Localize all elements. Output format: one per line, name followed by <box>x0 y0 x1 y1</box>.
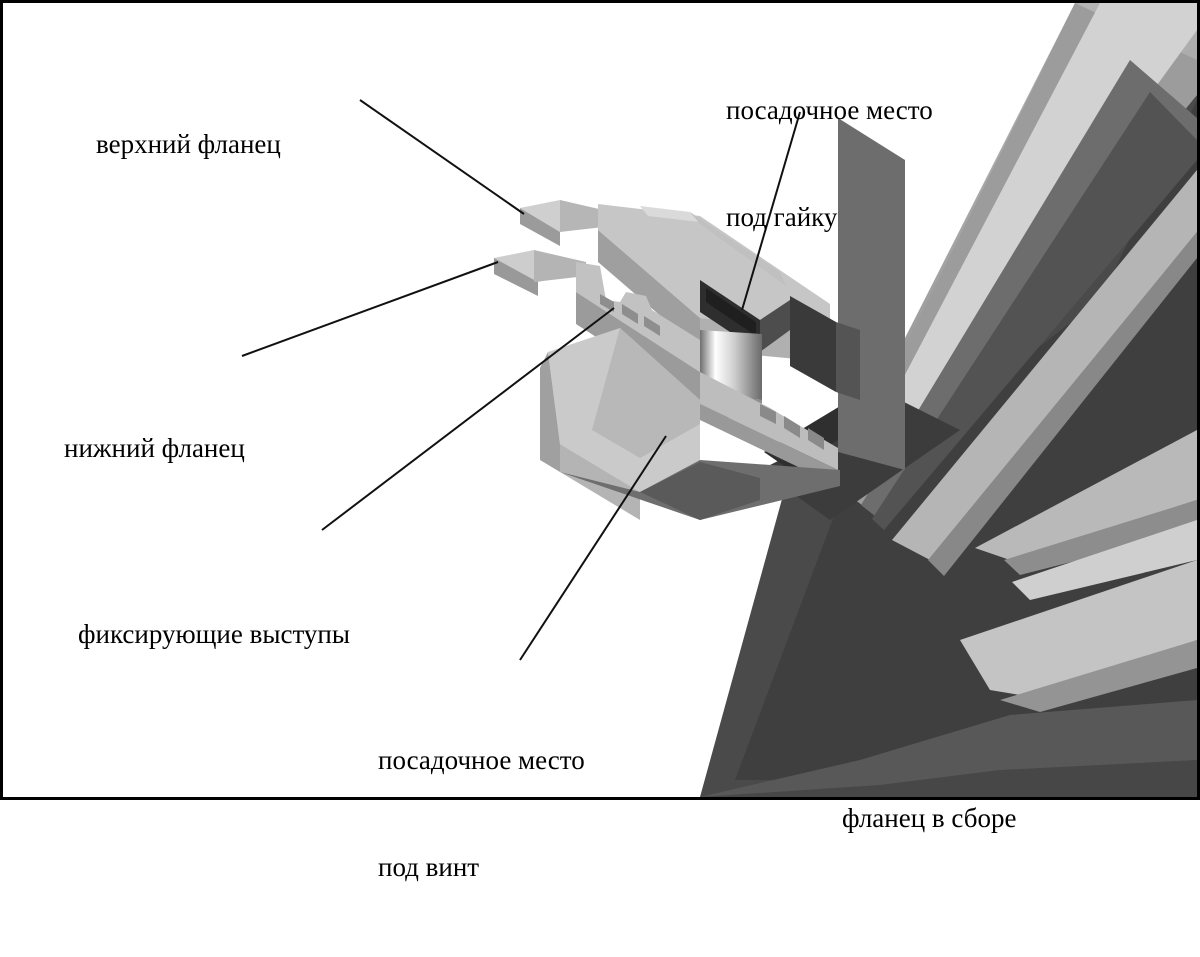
label-fixing-tabs <box>78 546 350 724</box>
label-nut-seat-line-2: под гайку <box>726 202 838 233</box>
label-lower-flange <box>64 360 245 538</box>
leader-lower-flange <box>242 262 498 356</box>
leader-upper-flange <box>360 100 524 214</box>
label-assembly <box>842 730 1016 908</box>
label-screw-seat-line-1: посадочное место <box>378 745 585 776</box>
label-screw-seat-line-2: под винт <box>378 852 480 883</box>
label-lower-flange-line-1: нижний фланец <box>64 433 245 464</box>
label-fixing-tabs-line-1: фиксирующие выступы <box>78 619 351 650</box>
label-screw-seat <box>378 672 585 957</box>
label-upper-flange-line-1: верхний фланец <box>96 129 281 160</box>
label-nut-seat <box>726 22 933 307</box>
label-assembly-line-1: фланец в сборе <box>842 803 1017 834</box>
label-nut-seat-line-1: посадочное место <box>726 95 933 126</box>
label-upper-flange <box>96 56 281 234</box>
